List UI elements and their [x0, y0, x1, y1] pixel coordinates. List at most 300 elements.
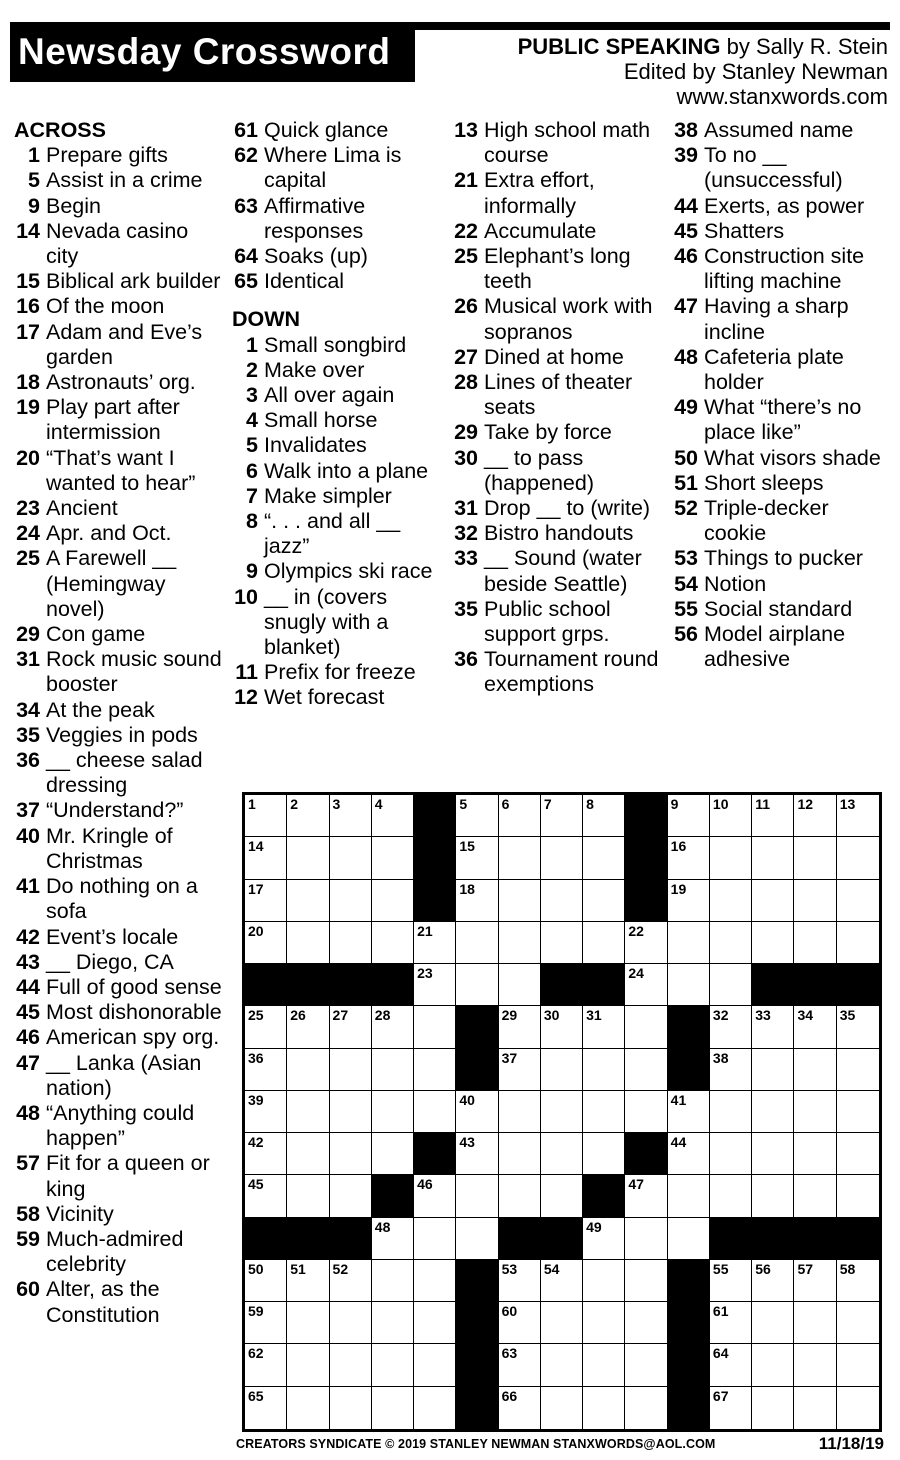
- grid-cell[interactable]: [583, 1344, 625, 1386]
- cell-number: 58: [839, 1260, 856, 1277]
- grid-cell[interactable]: [794, 1006, 836, 1048]
- grid-cell[interactable]: [794, 1344, 836, 1386]
- grid-cell[interactable]: [245, 1133, 287, 1175]
- clue-number: 27: [454, 344, 478, 369]
- grid-cell[interactable]: [456, 795, 498, 837]
- grid-cell[interactable]: [710, 922, 752, 964]
- grid-cell[interactable]: [583, 1260, 625, 1302]
- grid-cell[interactable]: [414, 1006, 456, 1048]
- grid-cell[interactable]: [330, 1260, 372, 1302]
- clue: [672, 294, 888, 344]
- grid-cell[interactable]: [625, 1387, 667, 1429]
- clue-text: Fit for a queen or king: [46, 1151, 210, 1201]
- grid-cell[interactable]: [541, 1175, 583, 1217]
- clue-number: 44: [16, 974, 40, 999]
- clue: [14, 1151, 224, 1201]
- clue-number: 36: [16, 748, 40, 773]
- grid-cell[interactable]: [752, 1302, 794, 1344]
- cell-number: 65: [248, 1387, 264, 1404]
- grid-block: [287, 1218, 329, 1260]
- grid-cell[interactable]: [499, 1175, 541, 1217]
- grid-cell[interactable]: [583, 1387, 625, 1429]
- cell-number: 42: [248, 1134, 264, 1151]
- grid-cell[interactable]: [414, 1260, 456, 1302]
- grid-cell[interactable]: [837, 1344, 879, 1386]
- grid-cell[interactable]: [752, 1387, 794, 1429]
- grid-cell[interactable]: [245, 1091, 287, 1133]
- clue: [232, 269, 442, 294]
- grid-cell[interactable]: [837, 1175, 879, 1217]
- grid-cell[interactable]: [372, 1091, 414, 1133]
- grid-cell[interactable]: [456, 1133, 498, 1175]
- clue-number: 43: [16, 949, 40, 974]
- clue-number: 39: [674, 143, 698, 168]
- cell-number: 48: [374, 1218, 391, 1235]
- grid-cell[interactable]: [625, 1049, 667, 1091]
- grid-cell[interactable]: [710, 837, 752, 879]
- cell-number: 36: [248, 1049, 264, 1066]
- grid-cell[interactable]: [499, 795, 541, 837]
- grid-cell[interactable]: [583, 880, 625, 922]
- grid-cell[interactable]: [287, 837, 329, 879]
- grid-block: [541, 1218, 583, 1260]
- grid-cell[interactable]: [245, 1049, 287, 1091]
- grid-cell[interactable]: [625, 1344, 667, 1386]
- grid-cell[interactable]: [710, 1006, 752, 1048]
- grid-cell[interactable]: [456, 1175, 498, 1217]
- cell-number: 50: [248, 1260, 264, 1277]
- grid-cell[interactable]: [752, 1133, 794, 1175]
- grid-cell[interactable]: [752, 1091, 794, 1133]
- grid-cell[interactable]: [794, 1049, 836, 1091]
- grid-cell[interactable]: [330, 1302, 372, 1344]
- grid-cell[interactable]: [414, 964, 456, 1006]
- grid-cell[interactable]: [245, 1175, 287, 1217]
- grid-cell[interactable]: [710, 1049, 752, 1091]
- cell-number: 56: [755, 1260, 771, 1277]
- grid-cell[interactable]: [541, 795, 583, 837]
- clue: [232, 143, 442, 193]
- grid-cell[interactable]: [372, 1218, 414, 1260]
- clue-text: To no __ (unsuccessful): [704, 143, 843, 193]
- grid-cell[interactable]: [668, 1218, 710, 1260]
- grid-cell[interactable]: [499, 1260, 541, 1302]
- grid-cell[interactable]: [414, 1091, 456, 1133]
- grid-cell[interactable]: [837, 1260, 879, 1302]
- clue-number: 47: [674, 294, 698, 319]
- clue: [452, 420, 662, 445]
- footer-credit: CREATORS SYNDICATE © 2019 STANLEY NEWMAN STANXWORDS@AOL.COM: [236, 1437, 716, 1451]
- grid-cell[interactable]: [583, 1091, 625, 1133]
- grid-cell[interactable]: [668, 1175, 710, 1217]
- clue-text: Make simpler: [264, 483, 392, 508]
- clue-number: 61: [234, 118, 258, 142]
- grid-cell[interactable]: [372, 1006, 414, 1048]
- grid-cell[interactable]: [287, 1344, 329, 1386]
- grid-cell[interactable]: [287, 1006, 329, 1048]
- grid-cell[interactable]: [245, 1006, 287, 1048]
- grid-cell[interactable]: [710, 1133, 752, 1175]
- grid-cell[interactable]: [499, 1302, 541, 1344]
- clue: [672, 446, 888, 471]
- grid-cell[interactable]: [668, 880, 710, 922]
- clue: [14, 320, 224, 370]
- grid-cell[interactable]: [625, 1175, 667, 1217]
- grid-cell[interactable]: [668, 1133, 710, 1175]
- grid-cell[interactable]: [668, 922, 710, 964]
- clue: [14, 521, 224, 546]
- cell-number: 51: [290, 1260, 306, 1277]
- grid-cell[interactable]: [541, 1344, 583, 1386]
- cell-number: 24: [628, 965, 644, 982]
- grid-cell[interactable]: [245, 922, 287, 964]
- grid-cell[interactable]: [752, 795, 794, 837]
- grid-cell[interactable]: [330, 795, 372, 837]
- grid-cell[interactable]: [625, 922, 667, 964]
- grid-cell[interactable]: [668, 964, 710, 1006]
- grid-cell[interactable]: [752, 1260, 794, 1302]
- grid-cell[interactable]: [668, 1091, 710, 1133]
- clue-number: 29: [454, 420, 478, 445]
- clue-number: 46: [674, 244, 698, 269]
- clue-number: 65: [234, 269, 258, 294]
- grid-cell[interactable]: [752, 837, 794, 879]
- grid-cell[interactable]: [625, 1218, 667, 1260]
- clue-number: 37: [16, 798, 40, 823]
- grid-cell[interactable]: [541, 1133, 583, 1175]
- grid-cell[interactable]: [710, 1091, 752, 1133]
- cell-number: 59: [248, 1303, 264, 1320]
- clue: [14, 874, 224, 924]
- grid-block: [372, 1175, 414, 1217]
- cell-number: 17: [248, 880, 264, 897]
- grid-cell[interactable]: [456, 1218, 498, 1260]
- grid-cell[interactable]: [837, 837, 879, 879]
- clue-number: 44: [674, 193, 698, 218]
- grid-cell[interactable]: [794, 1260, 836, 1302]
- clue: [452, 521, 662, 546]
- grid-cell[interactable]: [837, 1091, 879, 1133]
- grid-cell[interactable]: [372, 1302, 414, 1344]
- grid-cell[interactable]: [710, 964, 752, 1006]
- grid-block: [456, 1260, 498, 1302]
- grid-cell[interactable]: [287, 1387, 329, 1429]
- clue-number: 20: [16, 445, 40, 470]
- grid-block: [668, 1049, 710, 1091]
- grid-block: [752, 1218, 794, 1260]
- grid-cell[interactable]: [330, 922, 372, 964]
- clue-number: 4: [246, 408, 258, 433]
- grid-cell[interactable]: [837, 880, 879, 922]
- grid-cell[interactable]: [330, 1133, 372, 1175]
- grid-cell[interactable]: [541, 1091, 583, 1133]
- grid-cell[interactable]: [710, 1387, 752, 1429]
- grid-cell[interactable]: [710, 880, 752, 922]
- grid-cell[interactable]: [372, 922, 414, 964]
- grid-cell[interactable]: [499, 880, 541, 922]
- grid-cell[interactable]: [245, 880, 287, 922]
- grid-cell[interactable]: [372, 1387, 414, 1429]
- grid-cell[interactable]: [625, 1091, 667, 1133]
- clue-number: 42: [16, 924, 40, 949]
- grid-cell[interactable]: [414, 922, 456, 964]
- grid-cell[interactable]: [837, 1302, 879, 1344]
- clue-column-4: [672, 118, 888, 672]
- clue-number: 25: [16, 546, 40, 571]
- grid-block: [625, 795, 667, 837]
- grid-cell[interactable]: [541, 1006, 583, 1048]
- grid-block: [456, 1344, 498, 1386]
- grid-cell[interactable]: [287, 880, 329, 922]
- grid-cell[interactable]: [541, 1387, 583, 1429]
- clue-number: 25: [454, 244, 478, 269]
- cell-number: 30: [543, 1007, 560, 1024]
- grid-cell[interactable]: [499, 922, 541, 964]
- grid-cell[interactable]: [541, 1302, 583, 1344]
- clue: [452, 294, 662, 344]
- cell-number: 38: [712, 1049, 729, 1066]
- grid-cell[interactable]: [541, 922, 583, 964]
- clue-number: 63: [234, 193, 258, 218]
- grid-cell[interactable]: [372, 795, 414, 837]
- grid-cell[interactable]: [794, 795, 836, 837]
- grid-cell[interactable]: [245, 795, 287, 837]
- cell-number: 47: [628, 1176, 644, 1193]
- clue: [14, 546, 224, 622]
- cell-number: 57: [797, 1260, 814, 1277]
- grid-cell[interactable]: [625, 964, 667, 1006]
- clue-number: 45: [674, 218, 698, 243]
- cell-number: 44: [670, 1134, 687, 1151]
- clue-text: Invalidates: [264, 433, 367, 458]
- grid-cell[interactable]: [499, 1344, 541, 1386]
- grid-cell[interactable]: [752, 1175, 794, 1217]
- grid-cell[interactable]: [287, 922, 329, 964]
- grid-cell[interactable]: [625, 1260, 667, 1302]
- clue-number: 10: [234, 584, 258, 609]
- grid-cell[interactable]: [330, 1175, 372, 1217]
- clue: [672, 471, 888, 496]
- grid-cell[interactable]: [710, 795, 752, 837]
- cell-number: 54: [543, 1260, 560, 1277]
- grid-cell[interactable]: [499, 1049, 541, 1091]
- clue-number: 35: [16, 722, 40, 747]
- grid-cell[interactable]: [330, 880, 372, 922]
- clue: [232, 559, 442, 584]
- grid-cell[interactable]: [330, 1344, 372, 1386]
- clue-text: Quick glance: [264, 118, 389, 142]
- clue: [672, 118, 888, 143]
- grid-cell[interactable]: [794, 1302, 836, 1344]
- clue-text: Having a sharp incline: [704, 294, 849, 344]
- grid-cell[interactable]: [794, 1175, 836, 1217]
- grid-cell[interactable]: [541, 1049, 583, 1091]
- grid-cell[interactable]: [583, 1218, 625, 1260]
- clue: [672, 597, 888, 622]
- grid-block: [625, 880, 667, 922]
- cell-number: 41: [670, 1091, 687, 1108]
- grid-cell[interactable]: [414, 1175, 456, 1217]
- clue-text: Veggies in pods: [46, 722, 198, 747]
- grid-cell[interactable]: [752, 1049, 794, 1091]
- clue-text: Small songbird: [264, 332, 407, 357]
- grid-cell[interactable]: [330, 1091, 372, 1133]
- cell-number: 43: [459, 1134, 475, 1151]
- grid-cell[interactable]: [794, 880, 836, 922]
- grid-cell[interactable]: [625, 1302, 667, 1344]
- grid-cell[interactable]: [499, 1387, 541, 1429]
- grid-cell[interactable]: [541, 880, 583, 922]
- grid-cell[interactable]: [287, 1133, 329, 1175]
- grid-cell[interactable]: [499, 1091, 541, 1133]
- grid-cell[interactable]: [372, 837, 414, 879]
- grid-cell[interactable]: [499, 837, 541, 879]
- grid-cell[interactable]: [330, 1049, 372, 1091]
- cell-number: 31: [586, 1007, 602, 1024]
- grid-cell[interactable]: [752, 1006, 794, 1048]
- grid-cell[interactable]: [710, 1260, 752, 1302]
- grid-cell[interactable]: [414, 1387, 456, 1429]
- clue: [232, 118, 442, 143]
- clue: [14, 496, 224, 521]
- grid-cell[interactable]: [499, 964, 541, 1006]
- grid-block: [499, 1218, 541, 1260]
- grid-cell[interactable]: [837, 1049, 879, 1091]
- cell-number: 49: [586, 1218, 602, 1235]
- clue: [672, 546, 888, 571]
- clue: [672, 219, 888, 244]
- grid-cell[interactable]: [541, 837, 583, 879]
- grid-cell[interactable]: [583, 1006, 625, 1048]
- clue-number: 5: [246, 433, 258, 458]
- clue-number: 7: [246, 483, 258, 508]
- cell-number: 27: [332, 1007, 349, 1024]
- grid-cell[interactable]: [287, 1049, 329, 1091]
- clue: [672, 244, 888, 294]
- clue-number: 54: [674, 571, 698, 596]
- clue: [232, 484, 442, 509]
- grid-cell[interactable]: [414, 1302, 456, 1344]
- grid-cell[interactable]: [456, 1091, 498, 1133]
- grid-cell[interactable]: [583, 1302, 625, 1344]
- clue-text: “Anything could happen”: [46, 1100, 195, 1151]
- grid-cell[interactable]: [287, 1091, 329, 1133]
- clue: [232, 333, 442, 358]
- grid-cell[interactable]: [287, 1302, 329, 1344]
- clue-number: 22: [454, 218, 478, 243]
- clue: [672, 345, 888, 395]
- clue-text: Model airplane adhesive: [704, 622, 846, 672]
- grid-cell[interactable]: [752, 880, 794, 922]
- grid-cell[interactable]: [668, 837, 710, 879]
- clue: [452, 370, 662, 420]
- grid-cell[interactable]: [583, 1049, 625, 1091]
- clue-number: 8: [246, 509, 258, 534]
- grid-cell[interactable]: [583, 837, 625, 879]
- clue-text: “. . . and all __ jazz”: [264, 509, 401, 559]
- grid-cell[interactable]: [414, 1218, 456, 1260]
- grid-cell[interactable]: [372, 1260, 414, 1302]
- clue: [14, 168, 224, 193]
- grid-cell[interactable]: [330, 837, 372, 879]
- grid-cell[interactable]: [794, 1387, 836, 1429]
- grid-cell[interactable]: [794, 1091, 836, 1133]
- grid-cell[interactable]: [245, 1302, 287, 1344]
- puzzle-date: 11/18/19: [818, 1434, 884, 1453]
- grid-cell[interactable]: [287, 1175, 329, 1217]
- clue: [14, 798, 224, 823]
- grid-cell[interactable]: [499, 1006, 541, 1048]
- grid-cell[interactable]: [330, 1387, 372, 1429]
- grid-cell[interactable]: [837, 795, 879, 837]
- grid-cell[interactable]: [456, 880, 498, 922]
- clue-number: 48: [674, 344, 698, 369]
- clue-number: 47: [16, 1050, 40, 1075]
- grid-cell[interactable]: [583, 795, 625, 837]
- grid-cell[interactable]: [287, 795, 329, 837]
- grid-cell[interactable]: [245, 1260, 287, 1302]
- grid-cell[interactable]: [372, 1344, 414, 1386]
- cell-number: 26: [290, 1007, 306, 1024]
- grid-cell[interactable]: [372, 1133, 414, 1175]
- clue-number: 36: [454, 647, 478, 672]
- header-rule: [412, 22, 890, 30]
- grid-cell[interactable]: [541, 1260, 583, 1302]
- grid-cell[interactable]: [245, 837, 287, 879]
- grid-cell[interactable]: [794, 837, 836, 879]
- grid-cell[interactable]: [583, 922, 625, 964]
- clue-text: Assumed name: [704, 118, 854, 142]
- grid-cell[interactable]: [710, 1175, 752, 1217]
- grid-cell[interactable]: [837, 1133, 879, 1175]
- grid-cell[interactable]: [710, 1344, 752, 1386]
- cell-number: 15: [459, 838, 475, 855]
- grid-cell[interactable]: [668, 795, 710, 837]
- grid-cell[interactable]: [499, 1133, 541, 1175]
- grid-cell[interactable]: [287, 1260, 329, 1302]
- grid-cell[interactable]: [456, 837, 498, 879]
- grid-cell[interactable]: [752, 1344, 794, 1386]
- clue: [14, 723, 224, 748]
- grid-cell[interactable]: [583, 1133, 625, 1175]
- cell-number: 10: [712, 796, 729, 812]
- grid-cell[interactable]: [837, 1387, 879, 1429]
- clue-text: A Farewell __ (Hemingway novel): [46, 546, 177, 621]
- clue: [14, 1051, 224, 1101]
- grid-cell[interactable]: [625, 1006, 667, 1048]
- grid-cell[interactable]: [794, 922, 836, 964]
- grid-cell[interactable]: [414, 1344, 456, 1386]
- grid-cell[interactable]: [245, 1344, 287, 1386]
- grid-cell[interactable]: [456, 922, 498, 964]
- grid-cell[interactable]: [414, 1049, 456, 1091]
- grid-cell[interactable]: [752, 922, 794, 964]
- clue-number: 58: [16, 1201, 40, 1226]
- grid-cell[interactable]: [372, 1049, 414, 1091]
- grid-cell[interactable]: [794, 1133, 836, 1175]
- grid-cell[interactable]: [710, 1302, 752, 1344]
- clue: [14, 698, 224, 723]
- grid-cell[interactable]: [837, 922, 879, 964]
- clue-text: Wet forecast: [264, 685, 385, 710]
- grid-cell[interactable]: [245, 1387, 287, 1429]
- grid-cell[interactable]: [372, 880, 414, 922]
- grid-cell[interactable]: [837, 1006, 879, 1048]
- website: www.stanxwords.com: [676, 84, 888, 109]
- grid-cell[interactable]: [330, 1006, 372, 1048]
- clue-text: Where Lima is capital: [264, 143, 402, 193]
- grid-cell[interactable]: [456, 964, 498, 1006]
